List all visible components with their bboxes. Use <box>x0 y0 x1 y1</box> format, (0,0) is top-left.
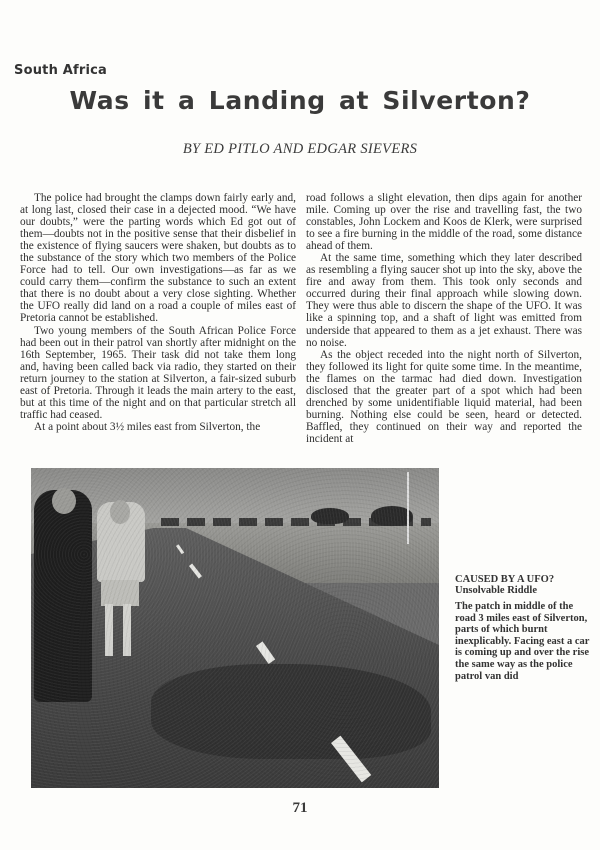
paragraph: Two young members of the South African Police Force had been out in their patrol van shortly after midnight on the 16th September, 1965. Their task did not take them long and, having been called back via radio, they started on their return journey to the station at Silverton, a fair-sized suburb east of Pretoria. Through it leads the main artery to the east, but at this time of the night and on that particular stretch all traffic had ceased. <box>20 324 296 421</box>
paragraph: road follows a slight elevation, then dips again for another mile. Coming up over the rise and travelling fast, the two constables, John Lockem and Koos de Klerk, were surprised to see a fire burning in the middle of the road, some distance ahead of them. <box>306 192 582 253</box>
paragraph: As the object receded into the night north of Silverton, they followed its light for quite some time. In the meantime, the flames on the tarmac had died down. Investigation disclosed that the greater part of a spot which had been drenched by some unidentifiable liquid material, had been burning. Nothing else could be seen, heard or detected. Baffled, they continued on their way and reported the incident at <box>306 348 582 445</box>
photo-caption <box>455 574 590 682</box>
road-photograph <box>31 468 439 788</box>
caption-body: The patch in middle of the road 3 miles east of Silverton, parts of which burnt inexplicably. Facing east a car is coming up and over the rise the same way as the police patrol van did <box>455 601 590 682</box>
article-title: Was it a Landing at Silverton? <box>69 86 531 115</box>
page-number: 71 <box>292 800 308 816</box>
byline: BY ED PITLO AND EDGAR SIEVERS <box>182 141 418 157</box>
paragraph: At the same time, something which they later described as resembling a flying saucer shot up into the sky, above the fire and away from them. This took only seconds and occurred during their final approach while slowing down. They were thus able to discern the shape of the UFO. It was like a spinning top, and a shaft of light was emitted from underside that appeared to them as a jet exhaust. There was no noise. <box>306 252 582 349</box>
photo-grain <box>31 468 439 788</box>
paragraph: At a point about 3½ miles east from Silverton, the <box>34 420 261 433</box>
caption-subtitle: Unsolvable Riddle <box>455 585 537 596</box>
section-label: South Africa <box>14 63 108 78</box>
article-column-left <box>20 192 296 433</box>
article-column-right <box>306 192 582 445</box>
caption-title: CAUSED BY A UFO? <box>455 574 555 585</box>
paragraph: The police had brought the clamps down fairly early and, at long last, closed their case in a dejected mood. “We have our doubts,” were the parting words which Ed got out of them—doubts not in the positive sense that their disbelief in the existence of flying saucers were shaken, but doubts as to the substance of the story which two members of the Police Force had to tell. Our own investigations—as far as we could carry them—confirm the substance to such an extent that there is no doubt about a very close sighting. Whether the UFO really did land on a road a couple of miles east of Pretoria cannot be established. <box>20 192 296 325</box>
